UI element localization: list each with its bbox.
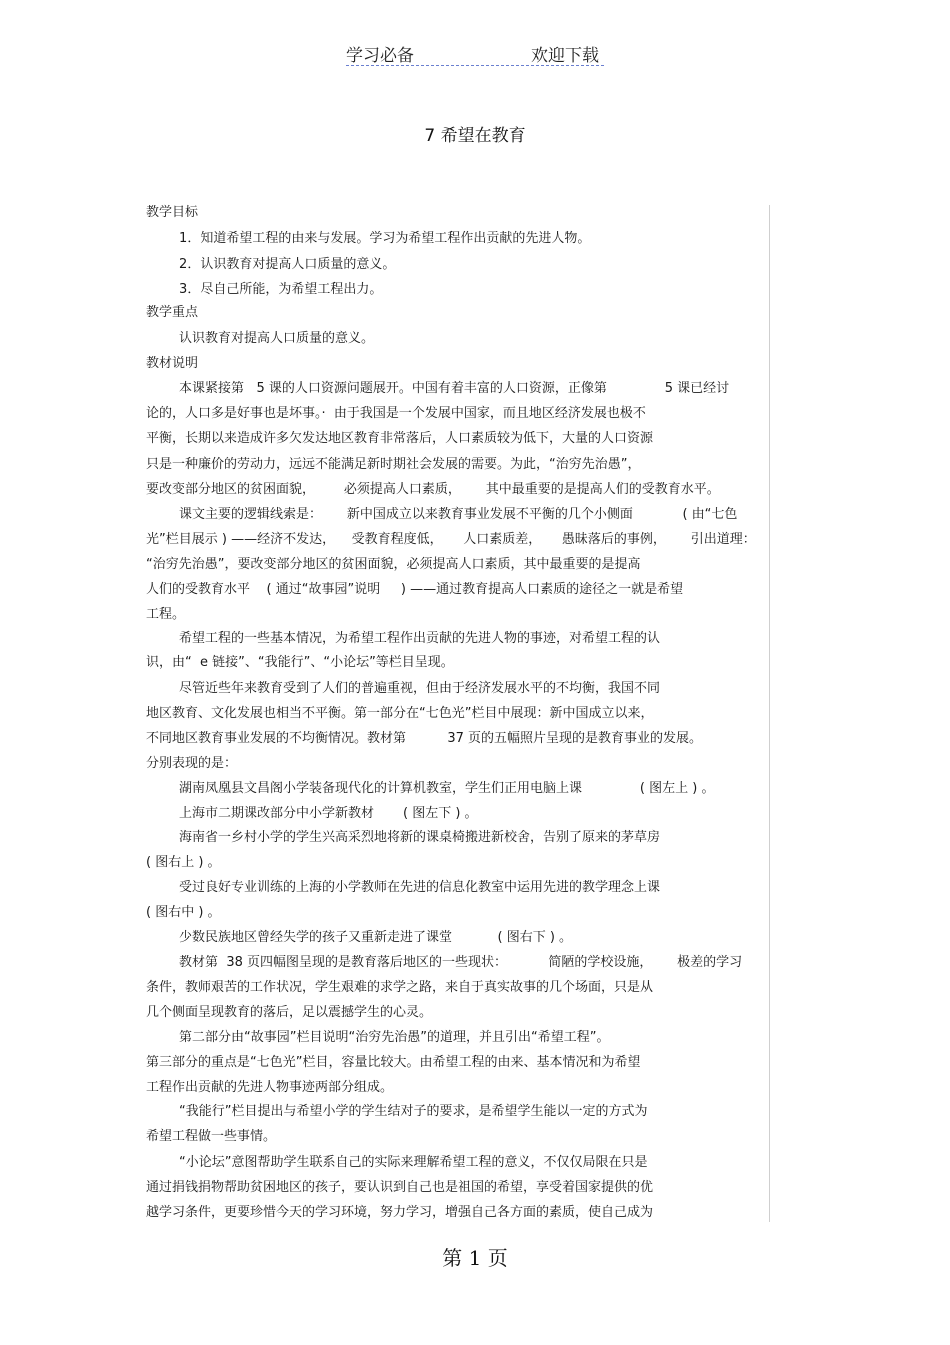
text-line: 1．知道希望工程的由来与发展。学习为希望工程作出贡献的先进人物。	[146, 231, 591, 246]
text-line: 2．认识教育对提高人口质量的意义。	[146, 257, 396, 272]
text-line: 识，由“ e 链接”、“我能行”、“小论坛”等栏目呈现。	[146, 655, 454, 670]
text-line: 3．尽自己所能，为希望工程出力。	[146, 282, 383, 297]
text-line: “我能行”栏目提出与希望小学的学生结对子的要求，是希望学生能以一定的方式为	[146, 1104, 648, 1119]
text-line: 教学目标	[146, 205, 199, 220]
text-line: 通过捐钱捐物帮助贫困地区的孩子，要认识到自己也是祖国的希望，享受着国家提供的优	[146, 1180, 654, 1195]
text-line: 平衡，长期以来造成许多欠发达地区教育非常落后，人口素质较为低下，大量的人口资源	[146, 431, 654, 446]
text-line: 受过良好专业训练的上海的小学教师在先进的信息化教室中运用先进的教学理念上课	[146, 880, 661, 895]
text-line: 不同地区教育事业发展的不均衡情况。教材第 37 页的五幅照片呈现的是教育事业的发展。	[146, 731, 702, 746]
text-line: 人们的受教育水平 ( 通过“故事园”说明 ) ——通过教育提高人口素质的途径之一就是希望	[146, 582, 684, 597]
text-line: “小论坛”意图帮助学生联系自己的实际来理解希望工程的意义，不仅仅局限在只是	[146, 1155, 648, 1170]
text-line: 要改变部分地区的贫困面貌， 必须提高人口素质， 其中最重要的是提高人们的受教育水平。	[146, 482, 720, 497]
text-line: ( 图右中 ) 。	[146, 905, 221, 920]
text-line: 湖南凤凰县文昌阁小学装备现代化的计算机教室，学生们正用电脑上课 ( 图左上 ) 。	[146, 781, 715, 796]
text-line: 第三部分的重点是“七色光”栏目，容量比较大。由希望工程的由来、基本情况和为希望	[146, 1055, 641, 1070]
text-line: 海南省一乡村小学的学生兴高采烈地将新的课桌椅搬进新校舍，告别了原来的茅草房	[146, 830, 661, 845]
text-line: 尽管近些年来教育受到了人们的普遍重视，但由于经济发展水平的不均衡，我国不同	[146, 681, 661, 696]
text-line: 光”栏目展示 ) ——经济不发达， 受教育程度低， 人口素质差， 愚昧落后的事例， 引出道理：	[146, 532, 756, 547]
text-line: ( 图右上 ) 。	[146, 855, 221, 870]
text-line: 教学重点	[146, 305, 199, 320]
text-line: 认识教育对提高人口质量的意义。	[146, 331, 375, 346]
text-line: 教材第 38 页四幅图呈现的是教育落后地区的一些现状： 简陋的学校设施， 极差的学习	[146, 955, 743, 970]
header-right-text: 欢迎下载	[531, 46, 599, 66]
header-left-text: 学习必备	[346, 46, 414, 66]
text-line: 条件，教师艰苦的工作状况，学生艰难的求学之路，来自于真实故事的几个场面，只是从	[146, 980, 654, 995]
right-margin-rule	[769, 205, 770, 1222]
text-line: 希望工程做一些事情。	[146, 1129, 277, 1144]
text-line: 分别表现的是：	[146, 756, 238, 771]
text-line: 工程作出贡献的先进人物事迹两部分组成。	[146, 1080, 394, 1095]
text-line: 论的，人口多是好事也是坏事。· 由于我国是一个发展中国家，而且地区经济发展也极不	[146, 406, 646, 421]
text-line: 课文主要的逻辑线索是： 新中国成立以来教育事业发展不平衡的几个小侧面 ( 由“七色	[146, 507, 738, 522]
page-number: 第 1 页	[442, 1246, 508, 1270]
text-line: 只是一种廉价的劳动力，远远不能满足新时期社会发展的需要。为此，“治穷先治愚”，	[146, 457, 641, 472]
text-line: 少数民族地区曾经失学的孩子又重新走进了课堂 ( 图右下 ) 。	[146, 930, 573, 945]
text-line: “治穷先治愚”，要改变部分地区的贫困面貌，必须提高人口素质，其中最重要的是提高	[146, 557, 641, 572]
text-line: 第二部分由“故事园”栏目说明“治穷先治愚”的道理，并且引出“希望工程”。	[146, 1030, 610, 1045]
text-line: 上海市二期课改部分中小学新教材 ( 图左下 ) 。	[146, 806, 478, 821]
text-line: 教材说明	[146, 356, 199, 371]
text-line: 地区教育、文化发展也相当不平衡。第一部分在“七色光”栏目中展现：新中国成立以来，	[146, 706, 654, 721]
text-line: 本课紧接第 5 课的人口资源问题展开。中国有着丰富的人口资源，正像第 5 课已经讨	[146, 381, 730, 396]
text-line: 工程。	[146, 607, 186, 622]
text-line: 越学习条件，更要珍惜今天的学习环境，努力学习，增强自己各方面的素质，使自己成为	[146, 1205, 654, 1220]
text-line: 几个侧面呈现教育的落后，足以震撼学生的心灵。	[146, 1005, 433, 1020]
page-header	[346, 41, 604, 66]
document-title: 7 希望在教育	[424, 126, 526, 146]
text-line: 希望工程的一些基本情况，为希望工程作出贡献的先进人物的事迹，对希望工程的认	[146, 631, 661, 646]
